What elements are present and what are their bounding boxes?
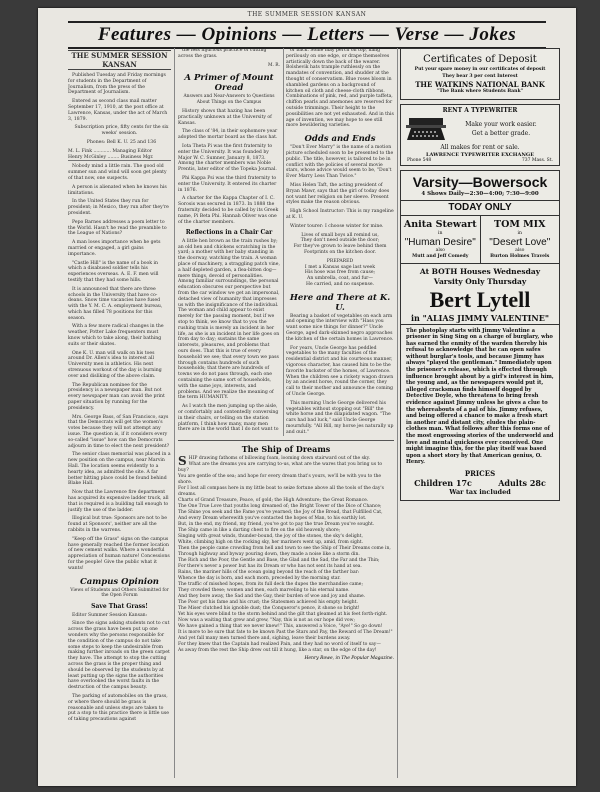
newspaper-page — [38, 8, 576, 786]
typewriter-ad-line: Make your work easier. — [465, 120, 537, 128]
today-only-label: TODAY ONLY — [401, 201, 559, 216]
column-rule — [397, 48, 398, 778]
odds-paragraph: Miss Helen Taft, the acting president of Bryan Mawr, says that the girl of today does not want her religion on her sleeve. Present styles make the reason obvious. — [286, 182, 390, 206]
primer-paragraph: Iota Theta Pi was the first fraternity to enter the University. It was founded by Major W. C. Sumner, January 8, 1873. Among the charter members was Noble Prentis, later editor of the Topeka Journal. — [178, 143, 277, 173]
reflections-paragraph: A little hen brown as the train rushes by; an old hen and chickens scratching in the yard; a mother with her baby standing in the doorway, watching the train. A woman place of machinery, a straggling patch vine, a half depleted garden, a flea-bitten dog—mere things, devoid of personalities. Among familiar surroundings, the personal education obscures our perspective but from the car window we get an impersonal, detached view of humanity that impresses us with the insignificance of the individual. The woman and child appear to exist merely for the passing moment, but if we stop to think, we know that to you the rushing train is merely an incident in her life, as she is an incident in her life goes on from day to day; sustains the same interests, pleasures, and problems that ours does. That this is true of every household we see; that every town we pass through contains hundreds of such households; that there are hundreds of towns we do not pass through, each one containing the same sort of households, with the same joys, interests, and problems. And we realize the meaning of the term HUMANITY. — [178, 238, 280, 401]
primer-subhead: Answers and Near-Answers to Questions About Things on the Campus — [183, 94, 275, 106]
phones: Phones: Bell K. U. 25 and 136 — [86, 139, 157, 145]
verse: Lives of small boys all remind us, They don't need outside the door; For they've grown to leave behind them Footprints on the kitchen door. — [293, 232, 387, 255]
editorial-paragraph: Nobody mind a little rain. The good old summer sun and wind will soon get plenty of that now, one suspects. — [68, 164, 167, 181]
poem-line: For I lost all compass here in my little boat to seize fortune above all the tools of the day's dreams. — [178, 486, 384, 497]
extra-feature: Burton Holmes Travels — [490, 253, 550, 259]
typewriter-icon — [405, 116, 447, 142]
editorial-paragraph: With a few more radical changes in the weather, Potter Lake frequenters must know which to take along, their bathing suits or their skates. — [68, 324, 164, 347]
editorial-paragraph: Illogical but true: Sponsors are not to be found at Sponsors', neither are all the rabbits in the warrens. — [68, 516, 167, 533]
campus-opinion-subhead: Views of Students and Others Submitted for the Open Forum — [70, 587, 169, 599]
poem-line: Yet his eyes were blind to the storm behind and the gilt that gleamed at his feet forth-right. — [178, 612, 388, 617]
entry-notice: Entered as second class mail matter September 17, 1910, at the post office at Lawrence, Kansas, under the act of March 3, 1879. — [68, 99, 168, 122]
editorial-paragraph: In the United States they run for president; in Mexico, they run after they're president. — [68, 199, 169, 216]
staff-manager: Henry McGinley ........ Business Mgr. — [68, 155, 171, 162]
film-title: "Human Desire" — [404, 236, 476, 248]
verse: I met a Kansas sage last week His hose was free from cause; An umbrella, coat, and fur— He carried, and no suspense. — [304, 264, 376, 287]
odds-paragraph: "Don't Ever Marry" is the name of a motion picture scheduled soon to be presented to the public. The title, however, is tailored to be in conflict with the policies of several movie stars, whose advice would seem to be, "Don't Ever Marry Less Than Twice." — [286, 145, 394, 180]
editorial-paragraph: "Keep off the Grass" signs on the campus have generally reached the former location of new cement walks. Where a wonderful appreciation of human nature! Concessions for the people! Give the public what it wants! — [68, 536, 170, 571]
letter-signature: M. R. — [268, 62, 280, 68]
odds-heading: Odds and Ends — [304, 134, 376, 145]
editorial-paragraph: A person is alienated when he knows his limitations. — [68, 184, 167, 196]
poem-line: As away from the rest the Ship drew out till it hung, like a star, on the edge of the day! — [178, 648, 377, 653]
typewriter-advertisement — [400, 104, 560, 166]
poem-line: And yet fall many men turned there and, sighing, leave their burdens away. — [178, 636, 351, 641]
poem-line: And they bore away, the Sad and the Gay, their burden of woe and joy and shame. — [178, 594, 366, 599]
poem-credit: Henry Rowe, in The Popular Magazine. — [304, 656, 394, 661]
adults-price: Adults 28c — [498, 477, 546, 488]
odds-paragraph: High School Instructor: This is my rangeline at K. U. — [286, 209, 394, 220]
column-rule — [174, 48, 175, 778]
letter-paragraph: The parking of automobiles on the grass, or where there should be grass is reasonable and unless steps are taken to put a stop to this practice there is little use of taking precautions against — [68, 694, 169, 723]
poem-line: You are gentle of the sea; and hope for every dream that's yours, we'll be with you to the shore. — [178, 474, 382, 485]
theater-name: Varsity—Bowersock — [412, 173, 548, 190]
staff-editor: M. L. Fink ............ Managing Editor — [68, 148, 152, 154]
typewriter-ad-line: All makes for rent or sale. — [440, 143, 520, 151]
here-paragraph: For years, Uncle George has peddled vegetables to the many faculties of the residential district and his courteous manner, vigorous character, has caused him to be the favorite huckster of the homes, of Lawrence. When the children see a rickety wagon drawn by an ancient horse, round the corner, they call to their mother and announce the coming of Uncle George. — [286, 345, 394, 398]
primer-heading: A Primer of Mount Oread — [184, 73, 274, 94]
letter-title: Save That Grass! — [91, 603, 148, 611]
poem-line: It is more to be sure that fate to be known Past the Stars and Pay, the Reward of The Dream!" — [178, 630, 393, 635]
bank-advertisement — [400, 48, 560, 100]
advertisements-column — [400, 48, 560, 505]
tax-note: War tax included — [449, 487, 511, 496]
publication-info: Published Tuesday and Friday mornings for students in the Department of Journalism, from the press of the Department of Journalism. — [68, 73, 166, 96]
here-paragraph: This morning Uncle George delivered his vegetables without stopping out "Bill" the white horse and the dilapidated wagon. "The cars had bad luck," said Uncle George mournfully. "All Bill, my horse jes naturally up and quit." — [286, 400, 394, 433]
poem-line: The traffic of misshed hopes, from its full deck the dupes the merchandise came; — [178, 582, 363, 587]
letter-continuation: the less injurious practice of cutting across the grass. — [178, 48, 267, 59]
poem-line: They crowded these; women and men, each marveling to his eternal name. — [178, 588, 350, 593]
poem-line: And every Dream wherewith you've contacted the hopes of Man, to his earthly lot. — [178, 516, 367, 521]
in-label: in — [517, 230, 522, 236]
bank-ad-title: Certificates of Deposit — [423, 54, 537, 65]
column-rule — [283, 48, 284, 436]
editorial-paragraph: Mrs. George Bass, of San Francisco, says that the Democrats will get the women's votes because they will not attempt any issue. The question is, if it considers every so-called "issue" how can the Democrats adjourn in time to elect the next president? — [68, 414, 170, 449]
primer-paragraph: A charter for the Kappa Chapter of I. C. Sorosis was secured in 1873. In 1888 the fraternity decided to be called by its Greek name, Pi Beta Phi. Hannah Oliver was one of the charter members. — [178, 196, 279, 225]
also-label: also — [515, 247, 525, 253]
campus-opinion-heading: Campus Opinion — [80, 576, 159, 587]
extra-feature: Mutt and Jeff Comedy — [412, 253, 469, 259]
bank-ad-line: They bear 3 per cent Interest — [442, 73, 518, 79]
poem-line: The Miser clutched his ignoble dust; the Conqueror's pence, it shone so bright! — [178, 606, 360, 611]
film-title: "Desert Love" — [489, 236, 551, 248]
show-times: 4 Shows Daily—2:30—4:00; 7:30—9:00 — [401, 191, 559, 201]
poem-line: What are the dreams you are carrying to-us, what are the wares that you bring us to buy? — [178, 462, 383, 473]
subscription-price: Subscription price, fifty cents for the six weeks' session. — [74, 125, 169, 137]
bank-motto: "The Bank where Students Bank" — [436, 89, 524, 94]
poem-line: The Shine you seek and the Fame you've yearned; the Joy of the Bread, that Fulfilled Cat, — [178, 510, 383, 515]
editorial-paragraph: Pepo Barnes addresses a poem letter to the World. Hasn't he read the preamble to the League of Nations? — [68, 219, 167, 237]
primer-paragraph: Phi Kappa Psi was the third fraternity to enter the University. It entered its charter in 1876. — [178, 175, 277, 193]
typewriter-ad-line: Get a better grade. — [471, 129, 531, 137]
ship-of-dreams-poem — [178, 440, 394, 776]
editorial-paragraph: The Republican nominee for the presidency is a newspaper man. But not every newspaper man can avoid the print paper situation by running for the presidency. — [68, 382, 165, 411]
typewriter-address: 737 Mass. St. — [521, 157, 553, 163]
star-name: TOM MIX — [494, 218, 546, 230]
poem-title: The Ship of Dreams — [241, 444, 331, 454]
poem-line: The One True Love that youths long dreamed of; the Bright Tower of the Dice of Chance; — [178, 504, 382, 509]
drop-cap: S — [178, 454, 187, 468]
running-head: THE SUMMER SESSION KANSAN — [247, 11, 367, 18]
here-there-heading: Here and There at K. U. — [289, 292, 391, 313]
poem-line: White, climbing high on the rocking sky, her mariners went up, amid, from sight. — [178, 540, 364, 545]
letter-salutation: Editor Summer Session Kansan: — [72, 612, 148, 618]
poem-line: Rains, the mariner hills of the ocean going beyond the reach of the farther bar: — [178, 570, 360, 575]
star-name: Anita Stewart — [403, 218, 477, 230]
in-label: in — [438, 230, 443, 236]
typewriter-exchange: LAWRENCE TYPEWRITER EXCHANGE — [425, 151, 535, 158]
poem-line: The Rich and the Poor, the Gentle and Base, the Glad and the Sad, the Far and the Thin; — [178, 558, 380, 563]
bank-name: THE WATKINS NATIONAL BANK — [415, 80, 545, 89]
headline-film: in "ALIAS JIMMY VALENTINE" — [411, 312, 549, 323]
editorial-paragraph: Now that the Lawrence fire department has acquired its expensive ladder truck, all that is required is a building tall enough to justify the use of the ladder. — [68, 490, 169, 513]
section-banner: Features — Opinions — Letters — Verse — Jokes — [68, 21, 546, 49]
schedule-line: At BOTH Houses Wednesday — [401, 263, 559, 277]
primer-paragraph: History shows that hazing has been practically unknown at the University of Kansas. — [178, 108, 272, 126]
bank-ad-line: Put your spare money in our certificates of deposit — [414, 67, 546, 72]
feature-right — [481, 216, 560, 263]
editorial-paragraph: A man loses importance when he gets married or engaged, a girl gains importance. — [68, 240, 161, 257]
poem-line: For there's never a power but has its Dream or who has not sent its hand at sea. — [178, 564, 362, 569]
poem-line: Then the people came crowding from hell and town to see the Ship of Their Dreams come in, — [178, 546, 391, 551]
reflections-continuation: or back. Some may perch on top, hang perilously on one edge, or drape themselves artistically down the back of the wearer. Bolshevik hats trample ruthlessly on the mandates of convention, and shudder at the thought of conservatism. Blue roses bloom in shambled gardens on a background of kitchen oil cloth and cheese-cloth ribbons. Combinations of pink, red, and purple taffeta, chiffon pearls and anemones are reserved for outside trimmings. Their height to the possibilities are not yet exhausted. And in this age of invention, we may hope to see still more bewildering varieties. — [286, 48, 394, 129]
typewriter-ad-title: RENT A TYPEWRITER — [442, 106, 518, 114]
editorial-paragraph: The senior class memorial was placed in a new position on the campus, near Marvin Hall. The location seems evidently to a hearty idea, as admitted the site. A far better hitting place could be found behind Blake Hall. — [68, 452, 171, 487]
masthead: THE SUMMER SESSION KANSAN — [68, 50, 171, 70]
poem-line: For they knew that the Captain had realized Pain, and they had no word of itself to say— — [178, 642, 381, 647]
column-odds — [286, 48, 394, 433]
poem-line: But, in the end, my friend, my friend, you've got to pay the true Dream you've sought. — [178, 522, 375, 527]
poem-line: Singing with great winds, thunder-bound, the joy of the stones, the sky's delight, — [178, 534, 363, 539]
typewriter-phone: Phone 548 — [407, 157, 432, 163]
poem-line: Charts of Grand Treasure, Peace, of gold; the High Adventure; the Great Romance. — [178, 498, 369, 503]
here-paragraph: Bearing a basket of vegetables on each arm and opening the interview with "Hass you want some nice things for dinner?" Uncle George, aged dark-skinned negro approaches the kitchen of the certain homes in Lawrence. — [286, 313, 394, 342]
editorial-paragraph: "Castle Hill" is the name of a book in which a disabused soldier tells his experiences overseas. A. E. F. men will testify that they had some hills. — [68, 260, 159, 283]
feature-left — [401, 216, 481, 263]
poem-line: Whence the day is born, and each morn, preceded by the morning star. — [178, 576, 341, 581]
reflections-paragraph: As I watch the men jumping up the aisle, or comfortably and contentedly conversing in their chairs, or telling on the station platform, I think how many, many men there are in the world that I do not want to — [178, 404, 279, 433]
theater-advertisement — [400, 170, 560, 501]
photoplay-description: The photoplay starts with Jimmy Valentine a prisoner in Sing Sing on a charge of burglary, who has earned the enmity of the warden thereby his refusal to acknowledge that he can open safes without burglar's tools, and because Jimmy has always "played the gentleman." Immediately upon the prisoner's release, which is effected through influence brought about by a girl's interest in him, the young and, as the newspapers would put it, alleged cracksman finds himself dogged by Detective Doyle, who threatens to bring fresh evidence against Jimmy unless he gives a clue to the whereabouts of a pal of his. Jimmy refuses, and being offered a chance to make a fresh start in another and distant city, eludes the plain-clothes man. What follows after this forms one of the most engrossing stories of the underworld and love and mental quickness ever conceived. One might imagine this, for the play itself was based upon a short story by that American genius, O. Henry. — [401, 324, 559, 469]
reflections-heading: Reflections in a Chair Car — [185, 229, 273, 237]
primer-paragraph: The class of '84, in their sophomore year adopted the mortar board as the class hat. — [178, 129, 278, 141]
schedule-line: Varsity Only Thursday — [433, 276, 527, 286]
children-price: Children 17c — [414, 477, 472, 488]
column-editorial — [68, 48, 171, 778]
headline-star: Bert Lytell — [429, 286, 531, 312]
column-primer — [178, 48, 280, 433]
poem-line: The Ship came in like a darting chest to fire on the old heavenly shore; — [178, 528, 341, 533]
poem-line: Now was a waiting that grew and grew, "Nay, this is not as our hope did vow; — [178, 618, 355, 623]
letter-paragraph: Since the signs asking students not to cut across the grass have been put up one wonders why the persons responsible for the condition of the campus do not take some steps to keep the undesirable from making further inroads on the green carpet they have. The attempt to stop the cutting across the grass is the proper thing and should be observed by the students by at least putting up the signs the authorities have overlooked the worst faults in the destruction of the campus beauty. — [68, 621, 170, 691]
editorial-paragraph: One K. U. man will walk on his toes around Dr. Allen's idea to interest all University men in athletics. His next strenuous workout of the day is burning over and disliking of the above claim. — [68, 350, 162, 379]
poem-line: The Poor got his fame and his crust; the Statesmen achieved his empty height. — [178, 600, 358, 605]
poem-body — [178, 456, 394, 654]
poem-line: We have gained a thing that we never knew!" This, answered a Voice, "Aye!" So go down! — [178, 624, 383, 629]
prices-label: PRICES — [464, 468, 496, 478]
also-label: also — [435, 247, 445, 253]
odds-paragraph: Winter tourer: I choose winter for mine. — [290, 223, 384, 229]
poem-line: Through highway and byway pouring down, they made a noise like a storm din. — [178, 552, 360, 557]
poem-line: HIP drawing fathoms of billowing foam, looming down stairward out of the sky. — [188, 456, 371, 461]
verse-title: PREPARED — [326, 258, 354, 264]
editorial-paragraph: It is announced that there are three schools in the University that have co-deans. Snow time vacancies have fused with the Y. M. C. A. employment bureau, which has filled 78 positions for this season. — [68, 286, 163, 321]
